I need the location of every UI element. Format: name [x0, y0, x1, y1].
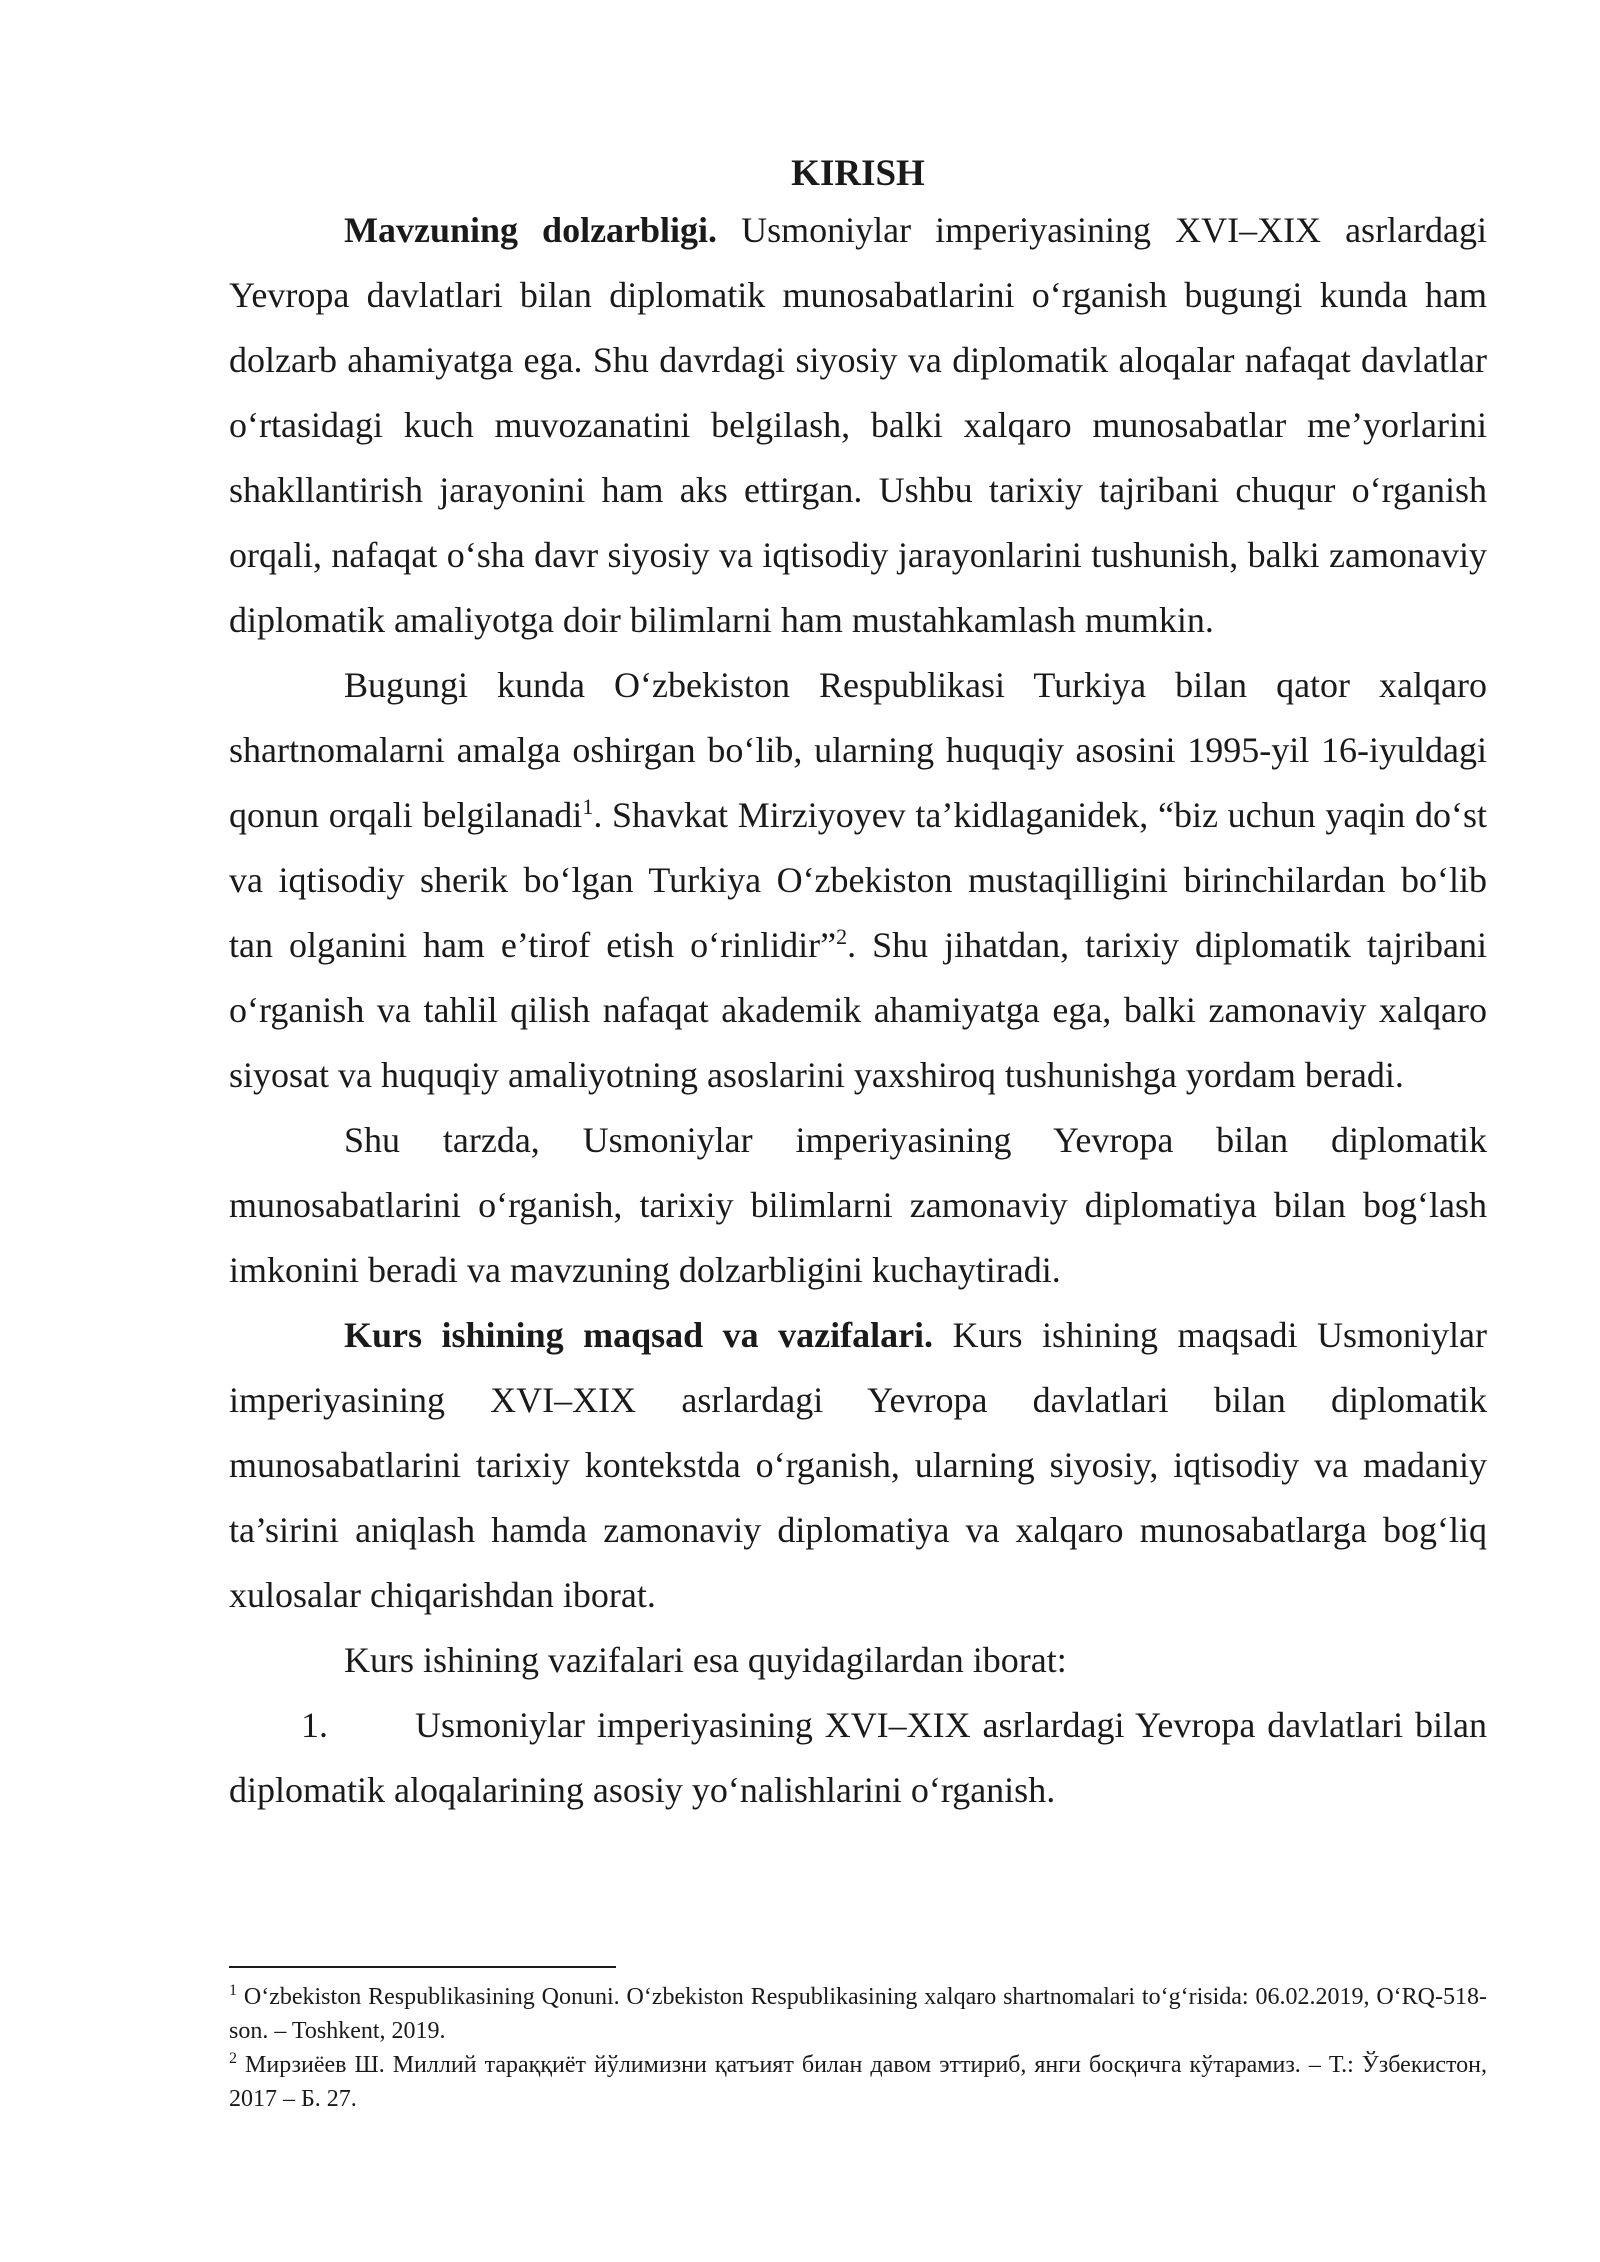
- document-page: [229, 150, 1487, 1823]
- paragraph-text: Bugungi kunda Oʻzbekiston Respublikasi Turkiya bilan qator xalqaro shartnomalarni amalga oshirgan boʻlib, ularning huquqiy asosini 1995-yil 16-iyuldagi qonun orqali belgilanadi: [229, 665, 1487, 835]
- paragraph-text: Kurs ishining maqsadi Usmoniylar imperiyasining XVI–XIX asrlardagi Yevropa davlatlari bilan diplomatik munosabatlarini tarixiy kontekstda oʻrganish, ularning siyosiy, iqtisodiy va madaniy ta’sirini aniqlash hamda zamonaviy diplomatiya va xalqaro munosabatlarga bogʻliq xulosalar chiqarishdan iborat.: [229, 1315, 1487, 1615]
- paragraph-relevance: [229, 198, 1487, 653]
- footnote-text: Мирзиёев Ш. Миллий тараққиёт йўлимизни қатъият билан давом эттириб, янги босқичга кўтарамиз. – Т.: Ўзбекистон, 2017 – Б. 27.: [229, 2052, 1487, 2112]
- footnote-2: [229, 2048, 1487, 2116]
- paragraph-text: . Shu jihatdan, tarixiy diplomatik tajribani oʻrganish va tahlil qilish nafaqat akademik ahamiyatga ega, balki zamonaviy xalqaro siyosat va huquqiy amaliyotning asoslarini yaxshiroq tushunishga yordam beradi.: [229, 925, 1487, 1095]
- paragraph-conclusion: Shu tarzda, Usmoniylar imperiyasining Yevropa bilan diplomatik munosabatlarini oʻrganish, tarixiy bilimlarni zamonaviy diplomatiya bilan bogʻlash imkonini beradi va mavzuning dolzarbligini kuchaytiradi.: [229, 1120, 1487, 1290]
- list-item: [229, 1693, 1487, 1823]
- paragraph-text: . Shavkat Mirziyoyev ta’kidlaganidek, “biz uchun yaqin doʻst va iqtisodiy sherik boʻlgan Turkiya Oʻzbekiston mustaqilligini birinchilardan boʻlib tan olganini ham e’tirof etish oʻrinlidir”: [229, 795, 1487, 965]
- paragraph-treaties: [229, 653, 1487, 1108]
- footnote-mark-1: 1: [229, 1982, 237, 1999]
- list-item-text: Usmoniylar imperiyasining XVI–XIX asrlardagi Yevropa davlatlari bilan diplomatik aloqalarining asosiy yoʻnalishlarini oʻrganish.: [229, 1705, 1487, 1810]
- footnote-separator: [229, 1966, 616, 1968]
- footnote-mark-2: 2: [229, 2050, 237, 2067]
- paragraph-lead-goals: Kurs ishining maqsad va vazifalari.: [344, 1315, 934, 1355]
- page-title: KIRISH: [791, 153, 925, 194]
- paragraph-lead-relevance: Mavzuning dolzarbligi.: [344, 210, 718, 250]
- footnote-text: Oʻzbekiston Respublikasining Qonuni. Oʻzbekiston Respublikasining xalqaro shartnomalari toʻgʻrisida: 06.02.2019, OʻRQ-518-son. – Toshkent, 2019.: [229, 1984, 1487, 2044]
- paragraph-goals: [229, 1303, 1487, 1628]
- footnote-ref-1[interactable]: 1: [582, 794, 594, 819]
- paragraph-text: Usmoniylar imperiyasining XVI–XIX asrlardagi Yevropa davlatlari bilan diplomatik munosabatlarini oʻrganish bugungi kunda ham dolzarb ahamiyatga ega. Shu davrdagi siyosiy va diplomatik aloqalar nafaqat davlatlar oʻrtasidagi kuch muvozanatini belgilash, balki xalqaro munosabatlar me’yorlarini shakllantirish jarayonini ham aks ettirgan. Ushbu tarixiy tajribani chuqur oʻrganish orqali, nafaqat oʻsha davr siyosiy va iqtisodiy jarayonlarini tushunish, balki zamonaviy diplomatik amaliyotga doir bilimlarni ham mustahkamlash mumkin.: [229, 210, 1488, 640]
- footnotes: [229, 1980, 1487, 2116]
- list-item-number: 1.: [301, 1705, 328, 1745]
- footnote-1: [229, 1980, 1487, 2048]
- paragraph-tasks-intro: Kurs ishining vazifalari esa quyidagilardan iborat:: [344, 1640, 1067, 1680]
- footnote-ref-2[interactable]: 2: [836, 924, 848, 949]
